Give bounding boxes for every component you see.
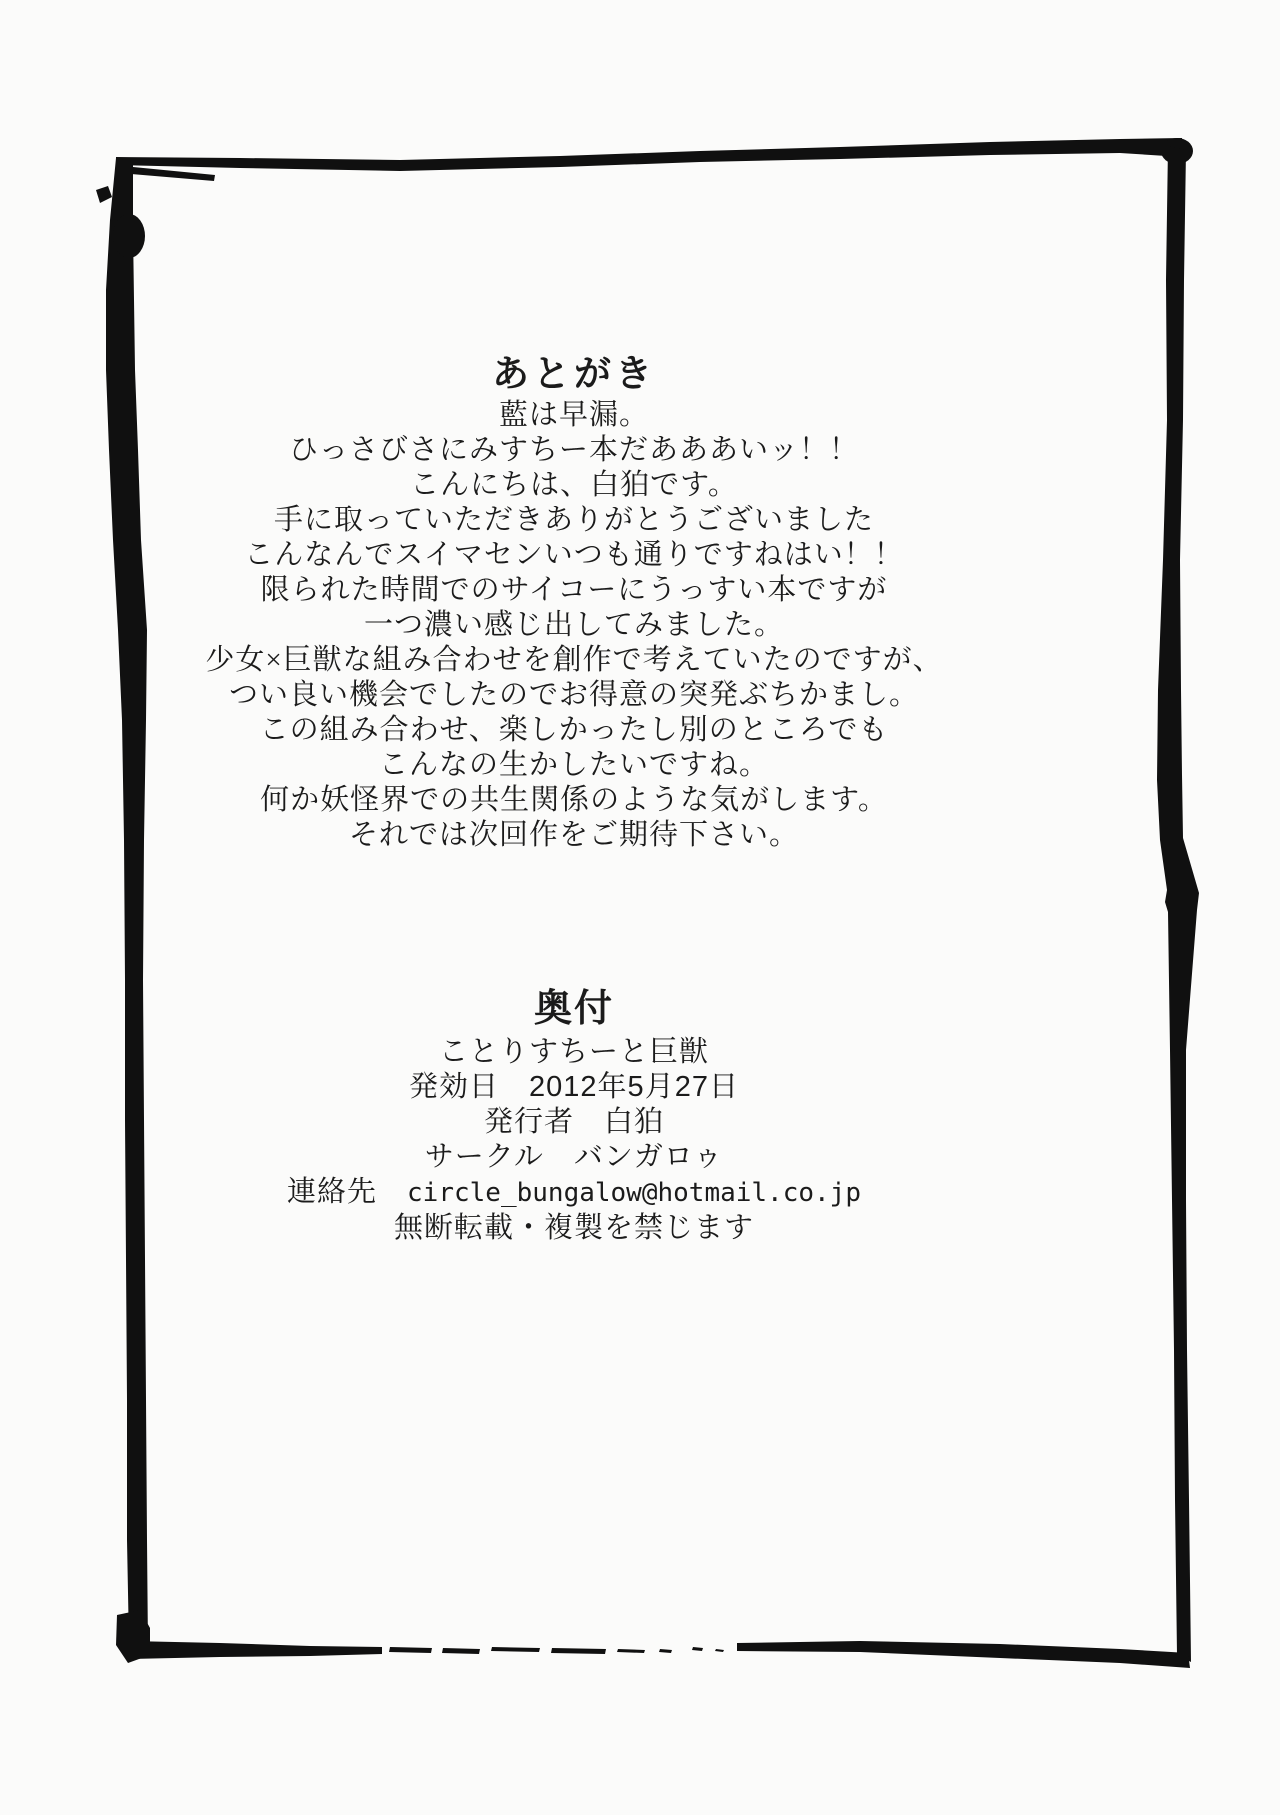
copyright-notice: 無断転載・複製を禁じます (393, 1212, 754, 1244)
contact-email: circle_bungalow@hotmail.co.jp (407, 1178, 861, 1208)
border-left-spur (96, 186, 112, 203)
border-top-stroke (116, 138, 1182, 171)
border-top-double-stroke (131, 167, 215, 181)
contact-label: 連絡先 (287, 1176, 408, 1208)
publish-date: 発効日 2012年5月27日 (409, 1071, 739, 1103)
afterword-line: 手に取っていただきありがとうございました (273, 504, 874, 536)
afterword-section (0, 351, 1148, 853)
circle-name: サークル バンガロゥ (424, 1141, 724, 1173)
border-bottom-left-segment (130, 1641, 382, 1659)
afterword-line: ひっさびさにみすちー本だあああいッ！！ (288, 434, 859, 466)
afterword-line: 少女×巨獣な組み合わせを創作で考えていたのですが、 (205, 644, 943, 676)
afterword-line: つい良い機会でしたのでお得意の突発ぶちかまし。 (228, 679, 919, 711)
colophon-section (0, 983, 1148, 1246)
afterword-line: それでは次回作をご期待下さい。 (348, 819, 799, 851)
afterword-line: この組み合わせ、楽しかったし別のところでも (259, 714, 889, 746)
border-bottom-right-segment (737, 1641, 1190, 1668)
afterword-line: こんなんでスイマセンいつも通りですねはい！！ (244, 539, 904, 571)
border-left-blob (113, 214, 145, 258)
border-bottom-dashes (389, 1647, 724, 1654)
colophon-heading: 奥付 (533, 988, 614, 1030)
afterword-line: 限られた時間でのサイコーにうっすい本ですが (260, 574, 888, 606)
border-right-stroke (1157, 146, 1199, 1662)
book-title: ことりすちーと巨獣 (438, 1036, 709, 1068)
afterword-line: 藍は早漏。 (498, 399, 649, 431)
afterword-line: 何か妖怪界での共生関係のような気がします。 (260, 784, 888, 816)
afterword-line: 一つ濃い感じ出してみました。 (363, 609, 784, 641)
publisher: 発行者 白狛 (483, 1106, 664, 1138)
afterword-heading: あとがき (492, 354, 656, 395)
afterword-line: こんにちは、白狛です。 (410, 469, 738, 501)
afterword-line: こんなの生かしたいですね。 (378, 749, 769, 781)
contact-line (0, 1175, 1148, 1211)
